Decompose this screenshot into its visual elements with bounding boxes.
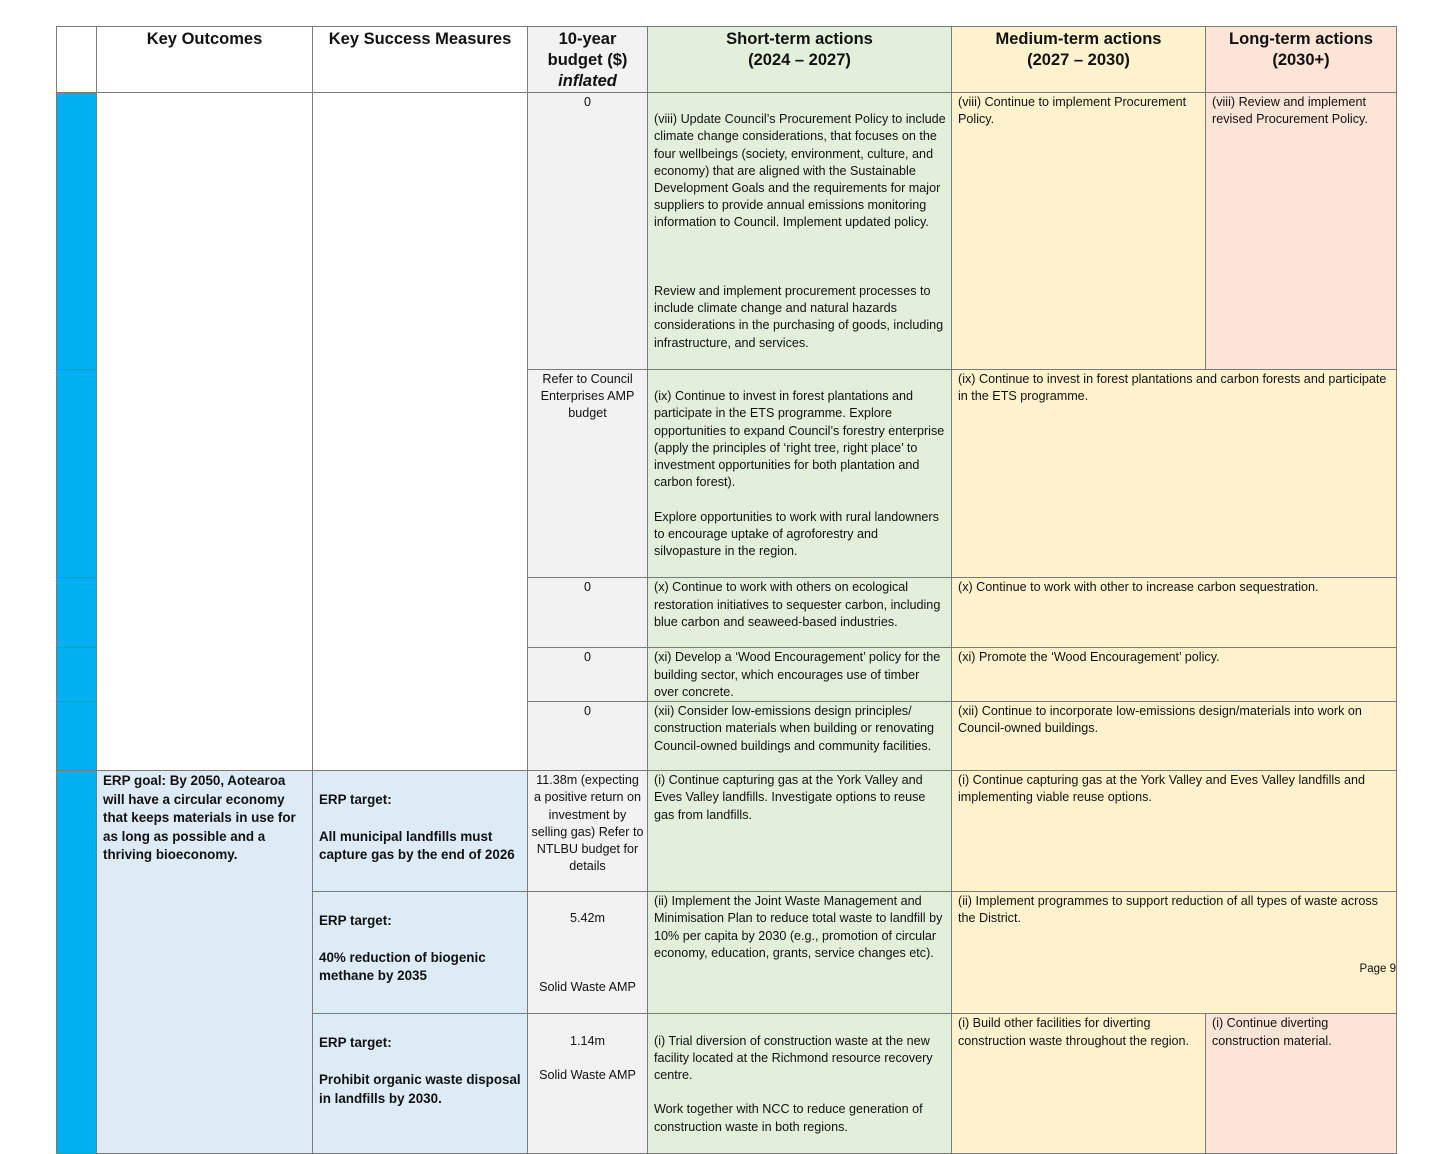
medium-term-cell: (i) Build other facilities for diverting construction waste throughout the region.: [952, 1014, 1206, 1154]
budget-cell: Refer to Council Enterprises AMP budget: [528, 370, 648, 578]
budget-cell: 0: [528, 578, 648, 648]
medium-long-term-cell: (x) Continue to work with other to increase carbon sequestration.: [952, 578, 1397, 648]
erp-goal-cell: ERP goal: By 2050, Aotearoa will have a circular economy that keeps materials in use for as long as possible and a thriving bioeconomy.: [97, 771, 313, 1154]
short-term-cell: (i) Trial diversion of construction waste at the new facility located at the Richmond resource recovery centre. Work together with NCC to reduce generation of construction waste in both regions.: [648, 1014, 952, 1154]
long-term-cell: (i) Continue diverting construction material.: [1206, 1014, 1397, 1154]
budget-cell: 0: [528, 93, 648, 370]
budget-cell: 5.42m Solid Waste AMP: [528, 892, 648, 1014]
header-budget: 10-year budget ($) inflated: [528, 27, 648, 93]
short-term-cell: (ix) Continue to invest in forest plantations and participate in the ETS programme. Explore opportunities to expand Council’s forestry enterprise (apply the principles of ‘right tree, right place’ to investment opportunities for both plantation and carbon forest). Explore opportunities to work with rural landowners to encourage uptake of agroforestry and silvopasture in the region.: [648, 370, 952, 578]
medium-long-term-cell: (xii) Continue to incorporate low-emissions design/materials into work on Council-owned buildings.: [952, 702, 1397, 771]
row-marker: [57, 578, 97, 648]
table-row: [57, 93, 1397, 370]
medium-term-cell: (viii) Continue to implement Procurement Policy.: [952, 93, 1206, 370]
header-short-term: Short-term actions (2024 – 2027): [648, 27, 952, 93]
medium-long-term-cell: (xi) Promote the ‘Wood Encouragement’ policy.: [952, 648, 1397, 702]
header-long-term: Long-term actions (2030+): [1206, 27, 1397, 93]
short-term-cell: (viii) Update Council’s Procurement Policy to include climate change considerations, that focuses on the four wellbeings (society, environment, culture, and economy) that are aligned with the Sustainable Development Goals and the requirements for major suppliers to provide annual emissions monitoring information to Council. Implement updated policy. Review and implement procurement processes to include climate change and natural hazards considerations in the purchasing of goods, including infrastructure, and services.: [648, 93, 952, 370]
climate-action-plan-table: [56, 26, 1397, 1154]
short-term-cell: (x) Continue to work with others on ecological restoration initiatives to sequester carbon, including blue carbon and seaweed-based industries.: [648, 578, 952, 648]
budget-cell: 0: [528, 702, 648, 771]
medium-long-term-cell: (ii) Implement programmes to support reduction of all types of waste across the District.: [952, 892, 1397, 1014]
page-number: Page 9: [1359, 963, 1396, 975]
budget-cell: 1.14m Solid Waste AMP: [528, 1014, 648, 1154]
header-key-outcomes: Key Outcomes: [97, 27, 313, 93]
row-marker: [57, 771, 97, 1154]
short-term-cell: (ii) Implement the Joint Waste Management and Minimisation Plan to reduce total waste to landfill by 10% per capita by 2030 (e.g., promotion of circular economy, education, grants, service changes etc).: [648, 892, 952, 1014]
short-term-cell: (i) Continue capturing gas at the York Valley and Eves Valley landfills. Investigate options to reuse gas from landfills.: [648, 771, 952, 892]
key-measure-cell: [313, 93, 528, 771]
header-medium-term: Medium-term actions (2027 – 2030): [952, 27, 1206, 93]
erp-target-cell: ERP target: All municipal landfills must capture gas by the end of 2026: [313, 771, 528, 892]
row-marker: [57, 93, 97, 370]
erp-target-cell: ERP target: 40% reduction of biogenic methane by 2035: [313, 892, 528, 1014]
medium-long-term-cell: (i) Continue capturing gas at the York Valley and Eves Valley landfills and implementing viable reuse options.: [952, 771, 1397, 892]
row-marker: [57, 648, 97, 702]
medium-long-term-cell: (ix) Continue to invest in forest plantations and carbon forests and participate in the ETS programme.: [952, 370, 1397, 578]
short-term-cell: (xi) Develop a ‘Wood Encouragement’ policy for the building sector, which encourages use of timber over concrete.: [648, 648, 952, 702]
short-term-cell: (xii) Consider low-emissions design principles/ construction materials when building or renovating Council-owned buildings and community facilities.: [648, 702, 952, 771]
budget-cell: 11.38m (expecting a positive return on investment by selling gas) Refer to NTLBU budget for details: [528, 771, 648, 892]
row-marker: [57, 370, 97, 578]
header-blank: [57, 27, 97, 93]
header-row: [57, 27, 1397, 93]
erp-target-cell: ERP target: Prohibit organic waste disposal in landfills by 2030.: [313, 1014, 528, 1154]
long-term-cell: (viii) Review and implement revised Procurement Policy.: [1206, 93, 1397, 370]
table-row: [57, 771, 1397, 892]
key-outcome-cell: [97, 93, 313, 771]
budget-cell: 0: [528, 648, 648, 702]
header-key-success-measures: Key Success Measures: [313, 27, 528, 93]
row-marker: [57, 702, 97, 771]
